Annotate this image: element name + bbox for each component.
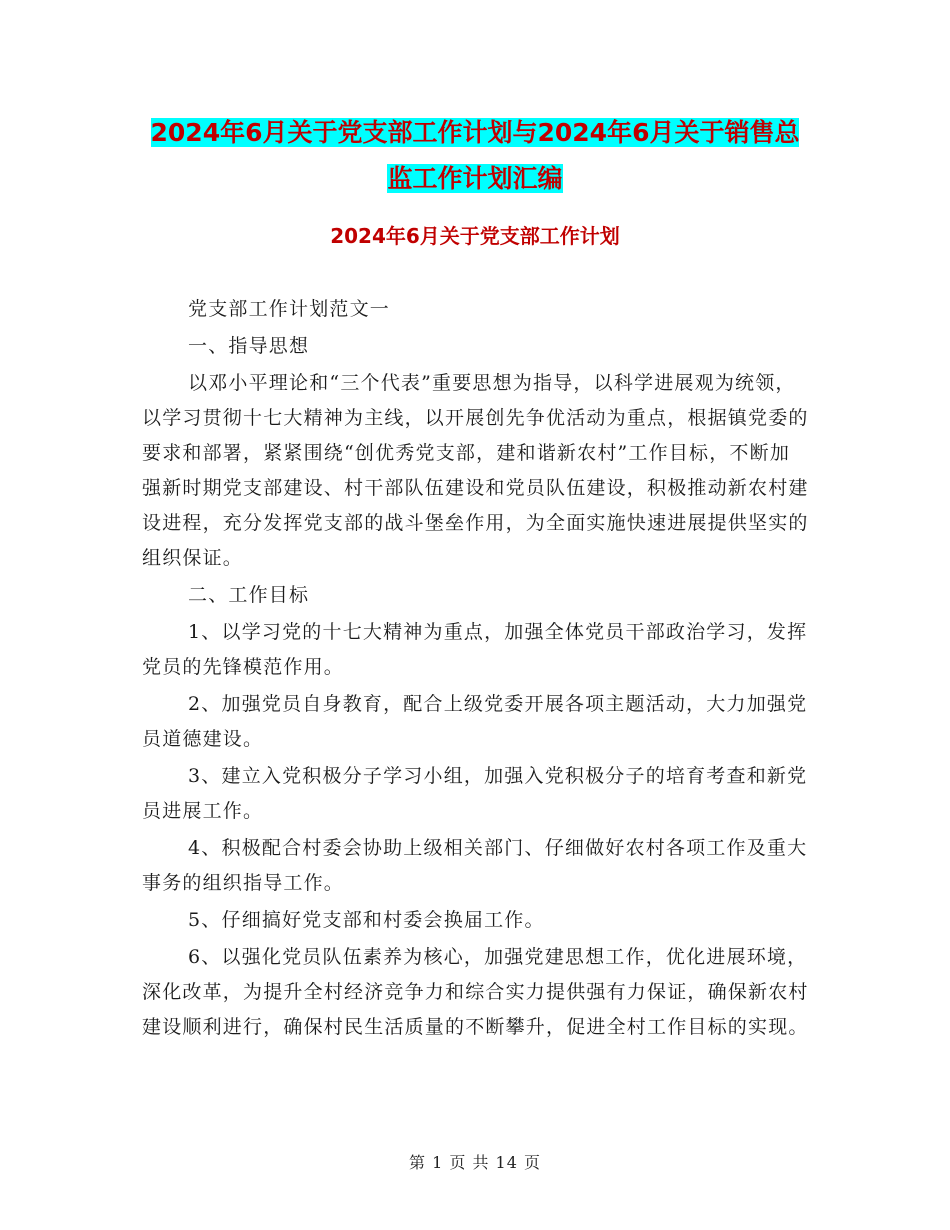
document-body — [142, 292, 810, 1047]
paragraph: 以邓小平理论和“三个代表”重要思想为指导，以科学进展观为统领，以学习贯彻十七大精神为主线，以开展创先争优活动为重点，根据镇党委的要求和部署，紧紧围绕“创优秀党支部，建和谐新农村”工作目标，不断加强新时期党支部建设、村干部队伍建设和党员队伍建设，积极推动新农村建设进程，充分发挥党支部的战斗堡垒作用，为全面实施快速进展提供坚实的组织保证。 — [142, 372, 809, 569]
paragraph: 1、以学习党的十七大精神为重点，加强全体党员干部政治学习，发挥党员的先锋模范作用。 — [142, 621, 808, 678]
paragraph: 4、积极配合村委会协助上级相关部门、仔细做好农村各项工作及重大事务的组织指导工作。 — [142, 837, 808, 894]
paragraph: 党支部工作计划范文一 — [188, 298, 391, 320]
paragraph: 二、工作目标 — [188, 584, 310, 606]
paragraph: 2、加强党员自身教育，配合上级党委开展各项主题活动，大力加强党员道德建设。 — [142, 693, 808, 750]
paragraph: 6、以强化党员队伍素养为核心，加强党建思想工作，优化进展环境，深化改革，为提升全村经济竞争力和综合实力提供强有力保证，确保新农村建设顺利进行，确保村民生活质量的不断攀升，促进全村工作目标的实现。 — [142, 946, 809, 1038]
page-footer: 第 1 页 共 14 页 — [409, 1153, 541, 1172]
paragraph: 5、仔细搞好党支部和村委会换届工作。 — [188, 909, 545, 931]
paragraph: 一、指导思想 — [188, 335, 310, 357]
document-main-title — [140, 110, 810, 202]
section-title: 2024年6月关于党支部工作计划 — [330, 224, 620, 248]
paragraph: 3、建立入党积极分子学习小组，加强入党积极分子的培育考查和新党员进展工作。 — [142, 765, 808, 822]
main-title-highlight: 2024年6月关于党支部工作计划与2024年6月关于销售总监工作计划汇编 — [150, 118, 800, 193]
